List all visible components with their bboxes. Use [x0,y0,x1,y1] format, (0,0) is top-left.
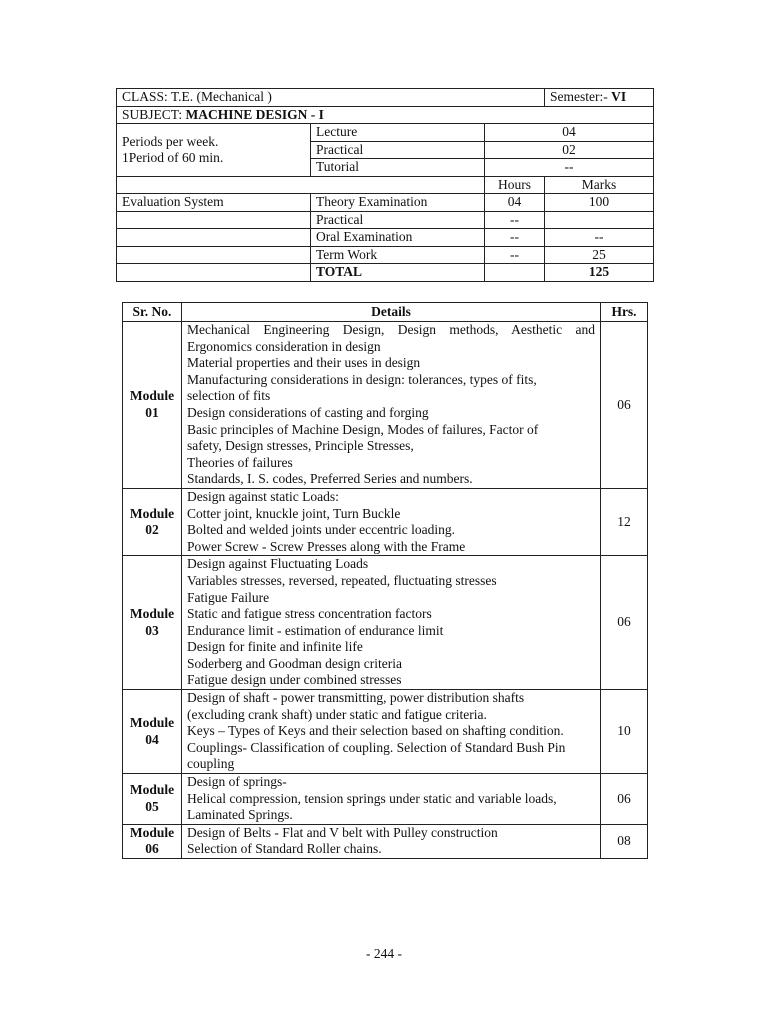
detail-line: coupling [187,756,235,772]
detail-line: Mechanical Engineering Design, Design methods, Aesthetic and [187,322,595,337]
module-number: 01 [145,404,159,420]
detail-line: Ergonomics consideration in design [187,338,381,354]
module-label: Module [129,824,175,840]
detail-line: Design of Belts - Flat and V belt with Pulley construction [187,824,498,840]
module-label-cell [123,690,182,774]
module-details [182,824,601,858]
module-label-cell [123,488,182,555]
detail-line: Basic principles of Machine Design, Modes of failures, Factor of [187,421,539,437]
module-label: Module [129,505,175,521]
empty-cell [117,176,485,194]
module-row [123,556,648,690]
detail-line: Laminated Springs. [187,807,293,823]
module-label: Module [129,782,175,798]
detail-line: Material properties and their uses in design [187,355,421,371]
hours-header: Hours [485,176,545,194]
empty-cell [117,211,311,229]
detail-line: Theories of failures [187,454,293,470]
detail-line: Design considerations of casting and forging [187,404,429,420]
detail-line: Design against Fluctuating Loads [187,556,369,572]
total-marks: 125 [545,264,654,282]
module-details [182,322,601,489]
total-hours [485,264,545,282]
module-label-cell [123,556,182,690]
detail-line: Manufacturing considerations in design: tolerances, types of fits, [187,371,537,387]
eval-hours: 04 [485,194,545,212]
detail-line: Bolted and welded joints under eccentric loading. [187,522,456,538]
sr-no-header: Sr. No. [123,303,182,322]
detail-line: Keys – Types of Keys and their selection based on shafting condition. [187,723,564,739]
empty-cell [117,246,311,264]
module-number: 05 [145,798,159,814]
class-cell [117,89,545,107]
module-number: 04 [145,731,159,747]
tutorial-value: -- [485,159,654,177]
detail-line: Fatigue Failure [187,589,270,605]
module-row [123,690,648,774]
periods-line-1: Periods per week. [122,133,219,149]
detail-line: Fatigue design under combined stresses [187,672,402,688]
syllabus-table [122,302,648,859]
subject-value: MACHINE DESIGN - I [185,106,324,122]
semester-value: VI [611,89,627,104]
eval-name: Theory Examination [311,194,485,212]
module-hours: 06 [601,322,648,489]
page-number: - 244 - [366,946,402,961]
evaluation-label: Evaluation System [117,194,311,212]
details-header: Details [182,303,601,322]
subject-label: SUBJECT: [122,106,183,122]
module-label-cell [123,774,182,825]
detail-line: Standards, I. S. codes, Preferred Series and numbers. [187,471,473,487]
detail-line: Design for finite and infinite life [187,639,363,655]
module-number: 03 [145,622,159,638]
tutorial-label: Tutorial [311,159,485,177]
lecture-label: Lecture [311,124,485,142]
module-hours: 12 [601,488,648,555]
module-number: 02 [145,522,159,538]
empty-cell [117,264,311,282]
detail-line: Helical compression, tension springs under static and variable loads, [187,790,557,806]
module-number: 06 [145,841,159,857]
module-label: Module [129,714,175,730]
module-details [182,774,601,825]
detail-line: Selection of Standard Roller chains. [187,841,382,857]
eval-hours: -- [485,246,545,264]
detail-line: Static and fatigue stress concentration factors [187,606,432,622]
module-details [182,488,601,555]
detail-line: Design of springs- [187,774,287,790]
detail-line: Couplings- Classification of coupling. Selection of Standard Bush Pin [187,739,566,755]
eval-hours: -- [485,229,545,247]
module-label-cell [123,322,182,489]
lecture-value: 04 [485,124,654,142]
detail-line: Soderberg and Goodman design criteria [187,655,402,671]
eval-marks: -- [545,229,654,247]
total-label: TOTAL [311,264,485,282]
detail-line: Power Screw - Screw Presses along with the Frame [187,538,466,554]
module-hours: 10 [601,690,648,774]
module-row [123,824,648,858]
detail-line: safety, Design stresses, Principle Stresses, [187,438,414,454]
module-row [123,774,648,825]
periods-cell [117,124,311,177]
eval-marks [545,211,654,229]
module-hours: 06 [601,556,648,690]
module-label: Module [129,388,175,404]
module-row [123,322,648,489]
course-info-table [116,88,654,282]
module-label: Module [129,606,175,622]
subject-cell [117,106,654,124]
module-row [123,488,648,555]
hrs-header: Hrs. [601,303,648,322]
semester-label: Semester:- [550,89,608,104]
module-details [182,690,601,774]
eval-marks: 100 [545,194,654,212]
eval-name: Term Work [311,246,485,264]
module-label-cell [123,824,182,858]
marks-header: Marks [545,176,654,194]
eval-name: Oral Examination [311,229,485,247]
eval-hours: -- [485,211,545,229]
practical-value: 02 [485,141,654,159]
module-details [182,556,601,690]
detail-line: Variables stresses, reversed, repeated, fluctuating stresses [187,572,497,588]
practical-label: Practical [311,141,485,159]
module-hours: 08 [601,824,648,858]
class-text: CLASS: T.E. (Mechanical ) [122,89,272,104]
syllabus-header-row [123,303,648,322]
semester-cell [545,89,654,107]
empty-cell [117,229,311,247]
detail-line: Endurance limit - estimation of endurance limit [187,622,444,638]
detail-line: (excluding crank shaft) under static and fatigue criteria. [187,706,487,722]
periods-line-2: 1Period of 60 min. [122,149,224,165]
detail-line: Design of shaft - power transmitting, power distribution shafts [187,690,525,706]
module-hours: 06 [601,774,648,825]
detail-line: selection of fits [187,388,271,404]
eval-name: Practical [311,211,485,229]
detail-line: Design against static Loads: [187,488,339,504]
eval-marks: 25 [545,246,654,264]
detail-line: Cotter joint, knuckle joint, Turn Buckle [187,505,401,521]
